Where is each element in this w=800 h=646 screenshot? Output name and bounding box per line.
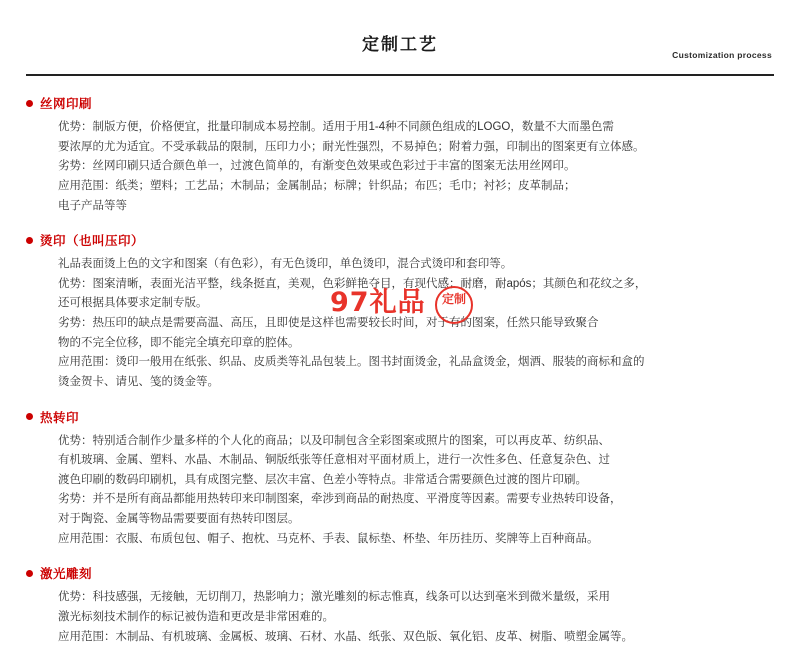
paragraph-line: 礼品表面烫上色的文字和图案（有色彩），有无色烫印，单色烫印，混合式烫印和套印等。 bbox=[58, 255, 774, 274]
paragraph-line: 优势：制版方便，价格便宜，批量印制成本易控制。适用于用1-4种不同颜色组成的LOGO，数量不大而墨色需 bbox=[58, 118, 774, 137]
section-silk-screen bbox=[26, 94, 774, 215]
paragraph-line: 电子产品等等 bbox=[58, 197, 774, 216]
section-title: 丝网印刷 bbox=[40, 94, 92, 112]
paragraph-line: 劣势：并不是所有商品都能用热转印来印制图案，牵涉到商品的耐热度、平滑度等因素。需要专业热转印设备， bbox=[58, 490, 774, 509]
paragraph-line: 应用范围：烫印一般用在纸张、织品、皮质类等礼品包装上。图书封面烫金，礼品盒烫金，烟酒、服装的商标和盒的 bbox=[58, 353, 774, 372]
paragraph-line: 应用范围：木制品、有机玻璃、金属板、玻璃、石材、水晶、纸张、双色版、氧化铝、皮革、树脂、喷塑金属等。 bbox=[58, 628, 774, 646]
paragraph-line: 要浓厚的尤为适宜。不受承载品的限制，压印力小；耐光性强烈，不易掉色；附着力强，印制出的图案更有立体感。 bbox=[58, 138, 774, 157]
bullet-icon bbox=[26, 237, 33, 244]
paragraph-line: 烫金贺卡、请见、笺的烫金等。 bbox=[58, 373, 774, 392]
bullet-icon bbox=[26, 570, 33, 577]
bullet-icon bbox=[26, 413, 33, 420]
paragraph-line: 优势：科技感强，无接触，无切削刀，热影响力；激光雕刻的标志惟真，线条可以达到毫米到微米量级，采用 bbox=[58, 588, 774, 607]
paragraph-line: 应用范围：纸类；塑料；工艺品；木制品；金属制品；标牌；针织品；布匹；毛巾；衬衫；皮革制品； bbox=[58, 177, 774, 196]
paragraph-line: 渡色印刷的数码印刷机，具有成图完整、层次丰富、色差小等特点。非常适合需要颜色过渡的图片印刷。 bbox=[58, 471, 774, 490]
section-title: 激光雕刻 bbox=[40, 564, 92, 582]
section-thermal-transfer bbox=[26, 408, 774, 549]
section-heading bbox=[26, 94, 774, 112]
paragraph-line: 优势：特别适合制作少量多样的个人化的商品；以及印制包含全彩图案或照片的图案，可以再皮革、纺织品、 bbox=[58, 432, 774, 451]
section-heading bbox=[26, 231, 774, 249]
paragraph-line: 激光标刻技术制作的标记被伪造和更改是非常困难的。 bbox=[58, 608, 774, 627]
page-title: 定制工艺 bbox=[26, 30, 774, 55]
page-header bbox=[26, 0, 774, 62]
paragraph-line: 有机玻璃、金属、塑料、水晶、木制品、铜版纸张等任意相对平面材质上，进行一次性多色、任意复杂色、过 bbox=[58, 451, 774, 470]
section-body bbox=[26, 588, 774, 646]
paragraph-line: 还可根据具体要求定制专版。 bbox=[58, 294, 774, 313]
section-body bbox=[26, 432, 774, 549]
section-heading bbox=[26, 564, 774, 582]
bullet-icon bbox=[26, 100, 33, 107]
section-title: 烫印（也叫压印） bbox=[40, 231, 144, 249]
paragraph-line: 优势：图案清晰，表面光洁平整，线条挺直，美观，色彩鲜艳夺目，有现代感；耐磨，耐após；其颜色和花纹之多， bbox=[58, 275, 774, 294]
paragraph-line: 物的不完全位移，即不能完全填充印章的腔体。 bbox=[58, 334, 774, 353]
paragraph-line: 对于陶瓷、金属等物品需要要面有热转印图层。 bbox=[58, 510, 774, 529]
section-title: 热转印 bbox=[40, 408, 79, 426]
watermark-text: 97礼品 bbox=[330, 280, 426, 319]
section-laser-engraving bbox=[26, 564, 774, 646]
paragraph-line: 劣势：热压印的缺点是需要高温、高压，且即使是这样也需要较长时间，对于有的图案，任然只能导致聚合 bbox=[58, 314, 774, 333]
section-heading bbox=[26, 408, 774, 426]
section-hot-stamping bbox=[26, 231, 774, 391]
paragraph-line: 劣势：丝网印刷只适合颜色单一，过渡色简单的，有渐变色效果或色彩过于丰富的图案无法用丝网印。 bbox=[58, 157, 774, 176]
section-body bbox=[26, 255, 774, 391]
watermark-stamp: 定制 bbox=[435, 286, 473, 324]
header-divider bbox=[26, 74, 774, 76]
page-subtitle: Customization process bbox=[672, 50, 772, 60]
section-body bbox=[26, 118, 774, 215]
paragraph-line: 应用范围：衣服、布质包包、帽子、抱枕、马克杯、手表、鼠标垫、杯垫、年历挂历、奖牌等上百种商品。 bbox=[58, 530, 774, 549]
